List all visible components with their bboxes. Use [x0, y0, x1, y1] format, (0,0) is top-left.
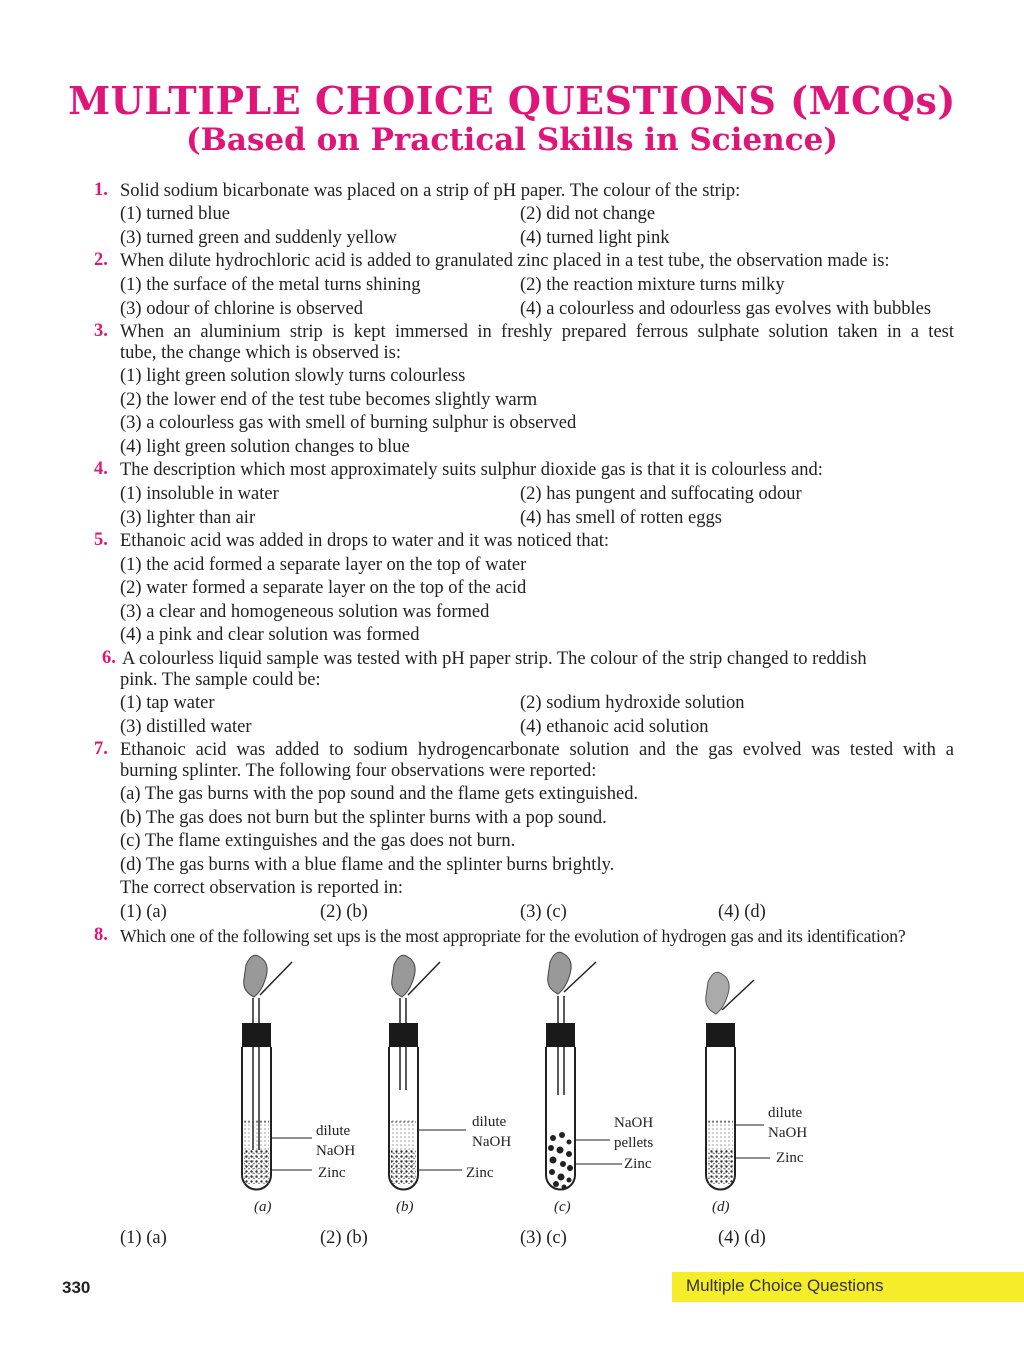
option: (4) a pink and clear solution was formed: [120, 625, 420, 645]
flame-icon: [548, 952, 571, 994]
cork-stopper: [389, 1023, 418, 1047]
question-text: burning splinter. The following four observations were reported:: [120, 761, 597, 781]
flame-icon: [392, 955, 415, 997]
option: (2) sodium hydroxide solution: [520, 693, 745, 713]
option: (1) (a): [120, 902, 167, 922]
option: (2) water formed a separate layer on the top of the acid: [120, 578, 527, 598]
option: (3) a clear and homogeneous solution was formed: [120, 602, 490, 622]
label-naoh: NaOH: [614, 1115, 654, 1131]
option: (3) (c): [520, 902, 567, 922]
label-dilute: dilute: [472, 1114, 507, 1130]
question-number: 8.: [94, 925, 108, 945]
page-number: 330: [62, 1278, 91, 1297]
caption-a: (a): [254, 1199, 272, 1215]
label-zinc: Zinc: [776, 1150, 804, 1166]
setup-a: [242, 955, 355, 1215]
option: (3) lighter than air: [120, 508, 256, 528]
setup-c: [546, 952, 653, 1215]
test-tube: [242, 1047, 271, 1190]
sub-statement: (a) The gas burns with the pop sound and the flame gets extinguished.: [120, 784, 639, 804]
option: (1) insoluble in water: [120, 484, 279, 504]
setup-b: [389, 955, 511, 1215]
footer-section-label: Multiple Choice Questions: [686, 1276, 884, 1295]
caption-d: (d): [712, 1199, 730, 1215]
question-number: 6.: [102, 648, 116, 668]
label-zinc: Zinc: [466, 1165, 494, 1181]
question-number: 1.: [94, 180, 108, 200]
page-subtitle: (Based on Practical Skills in Science): [186, 122, 838, 158]
option: (1) turned blue: [120, 204, 230, 224]
option: (2) the reaction mixture turns milky: [520, 275, 785, 295]
test-tube: [546, 1047, 575, 1190]
option: (1) the acid formed a separate layer on the top of water: [120, 555, 527, 575]
option: (3) distilled water: [120, 717, 252, 737]
page-title: MULTIPLE CHOICE QUESTIONS (MCQs): [68, 78, 956, 123]
option: (4) turned light pink: [520, 228, 670, 248]
question-number: 5.: [94, 530, 108, 550]
option: (2) the lower end of the test tube becomes slightly warm: [120, 390, 538, 410]
option: (4) (d): [718, 902, 766, 922]
question-number: 4.: [94, 459, 108, 479]
label-dilute: dilute: [768, 1105, 803, 1121]
setup-d: [706, 972, 808, 1215]
burning-splinter: [722, 980, 754, 1010]
option: (4) ethanoic acid solution: [520, 717, 709, 737]
label-naoh: NaOH: [472, 1134, 512, 1150]
option: (4) has smell of rotten eggs: [520, 508, 722, 528]
question-number: 3.: [94, 321, 108, 341]
sub-statement: The correct observation is reported in:: [120, 878, 404, 898]
label-zinc: Zinc: [318, 1165, 346, 1181]
label-pellets: pellets: [614, 1135, 654, 1151]
caption-b: (b): [396, 1199, 414, 1215]
flame-icon: [706, 972, 729, 1014]
sub-statement: (c) The flame extinguishes and the gas does not burn.: [120, 831, 516, 851]
question-text: Solid sodium bicarbonate was placed on a strip of pH paper. The colour of the strip:: [120, 181, 741, 201]
test-tube: [389, 1047, 418, 1190]
sub-statement: (d) The gas burns with a blue flame and the splinter burns brightly.: [120, 855, 615, 875]
sub-statement: (b) The gas does not burn but the splinter burns with a pop sound.: [120, 808, 607, 828]
option: (1) light green solution slowly turns colourless: [120, 366, 466, 386]
question-text: When dilute hydrochloric acid is added to granulated zinc placed in a test tube, the observation made is:: [120, 251, 890, 271]
question-text: pink. The sample could be:: [120, 670, 321, 690]
question-text: The description which most approximately suits sulphur dioxide gas is that it is colourless and:: [120, 460, 823, 480]
question-number: 2.: [94, 250, 108, 270]
question-text: Ethanoic acid was added in drops to water and it was noticed that:: [120, 531, 610, 551]
option: (4) a colourless and odourless gas evolves with bubbles: [520, 299, 932, 319]
option: (1) the surface of the metal turns shining: [120, 275, 421, 295]
option: (1) (a): [120, 1228, 167, 1248]
option: (4) (d): [718, 1228, 766, 1248]
option: (3) a colourless gas with smell of burning sulphur is observed: [120, 413, 577, 433]
option: (2) did not change: [520, 204, 656, 224]
option: (2) (b): [320, 1228, 368, 1248]
question-number: 7.: [94, 739, 108, 759]
label-naoh: NaOH: [768, 1125, 808, 1141]
label-naoh: NaOH: [316, 1143, 356, 1159]
burning-splinter: [564, 962, 596, 992]
question-text: tube, the change which is observed is:: [120, 343, 402, 363]
label-zinc: Zinc: [624, 1156, 652, 1172]
option: (3) (c): [520, 1228, 567, 1248]
cork-stopper: [546, 1023, 575, 1047]
question-text: Which one of the following set ups is the most appropriate for the evolution of hydrogen gas and its identification?: [120, 926, 906, 946]
option: (3) turned green and suddenly yellow: [120, 228, 397, 248]
option: (1) tap water: [120, 693, 215, 713]
question-text: Ethanoic acid was added to sodium hydrogencarbonate solution and the gas evolved was tested with a: [120, 740, 954, 760]
label-dilute: dilute: [316, 1123, 351, 1139]
cork-stopper: [706, 1023, 735, 1047]
burning-splinter: [260, 962, 292, 995]
question-text: A colourless liquid sample was tested with pH paper strip. The colour of the strip changed to reddish: [122, 649, 867, 669]
flame-icon: [244, 955, 267, 997]
question-text: When an aluminium strip is kept immersed in freshly prepared ferrous sulphate solution taken in a test: [120, 322, 954, 342]
option: (4) light green solution changes to blue: [120, 437, 410, 457]
option: (3) odour of chlorine is observed: [120, 299, 364, 319]
caption-c: (c): [554, 1199, 571, 1215]
test-tube: [706, 1047, 735, 1190]
option: (2) has pungent and suffocating odour: [520, 484, 802, 504]
cork-stopper: [242, 1023, 271, 1047]
burning-splinter: [408, 962, 440, 995]
option: (2) (b): [320, 902, 368, 922]
